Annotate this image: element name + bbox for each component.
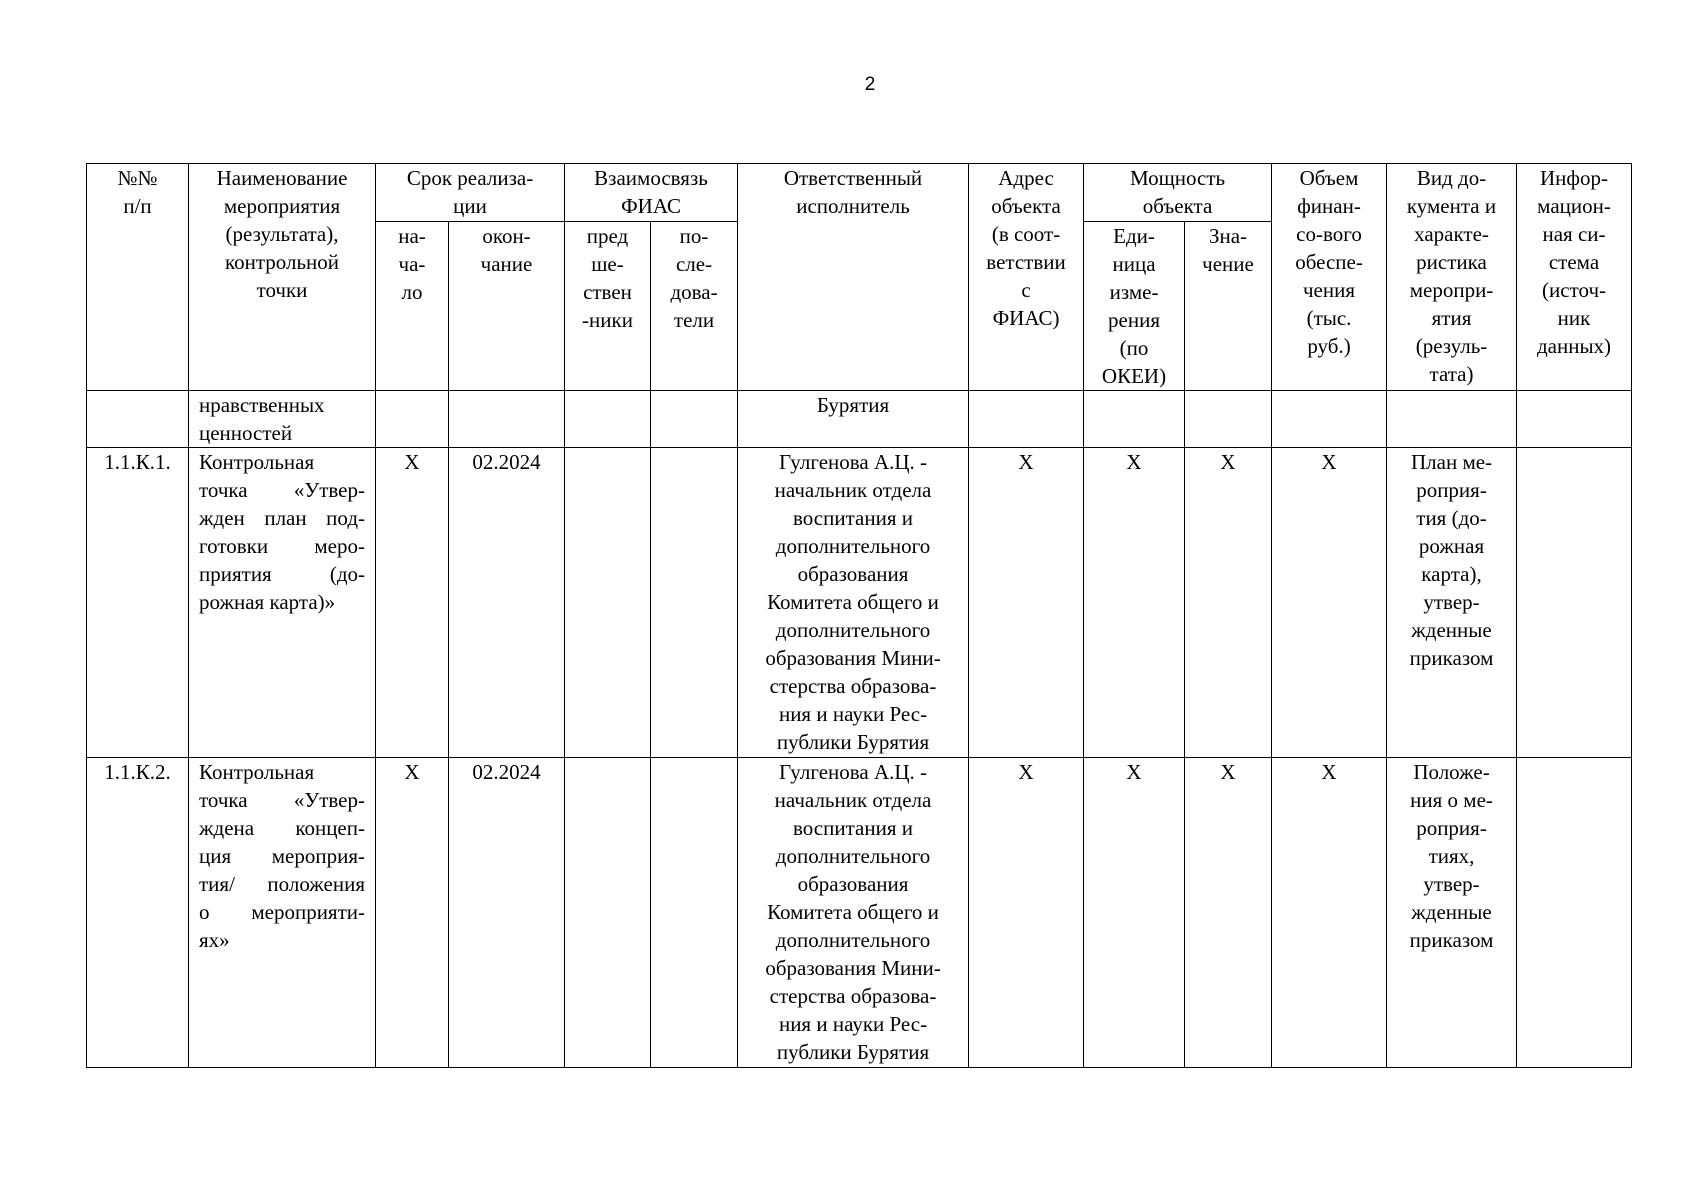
cell-address: Х — [969, 448, 1084, 758]
cell-pred — [565, 448, 651, 758]
text-line: жден план под- — [199, 506, 365, 530]
cell-doc — [1387, 448, 1517, 758]
text-line: ло — [401, 280, 423, 304]
text-line: приятия (до- — [199, 562, 365, 586]
header-term-end — [449, 222, 565, 391]
text-line: точка «Утвер- — [199, 788, 365, 812]
cell-end: 02.2024 — [449, 758, 565, 1068]
text-line: (по — [1119, 336, 1149, 360]
text-line: ях» — [199, 928, 230, 952]
text-line: Инфор- — [1540, 166, 1609, 190]
text-line: План ме- — [1410, 450, 1493, 474]
text-line: рения — [1108, 308, 1160, 332]
text-line: Гулгенова А.Ц. - — [778, 450, 928, 474]
text-line: рожная карта)» — [199, 590, 336, 614]
text-line: окон- — [482, 224, 531, 248]
text-line: дополнительного — [775, 844, 931, 868]
text-line: со-вого — [1296, 222, 1362, 246]
text-line: Положе- — [1413, 760, 1490, 784]
text-line: тиях, — [1428, 844, 1475, 868]
events-table — [86, 163, 1632, 1068]
text-line: характе- — [1414, 222, 1489, 246]
text-line: ния и науки Рес- — [778, 1012, 928, 1036]
header-name — [189, 164, 376, 391]
text-line: контрольной — [224, 250, 340, 274]
text-line: Мощность — [1129, 166, 1226, 190]
cell-unit: Х — [1084, 758, 1185, 1068]
cell-doc — [1387, 758, 1517, 1068]
cell-start: Х — [376, 758, 449, 1068]
cell-pred — [565, 391, 651, 448]
text-line: публики Бурятия — [776, 730, 930, 754]
cell-info — [1517, 758, 1632, 1068]
text-line: с — [1021, 278, 1031, 302]
cell-end: 02.2024 — [449, 448, 565, 758]
text-line: (результата), — [225, 222, 339, 246]
text-line: ча- — [398, 252, 426, 276]
text-line: дополнительного — [775, 618, 931, 642]
cell-name — [189, 448, 376, 758]
text-line: образования — [797, 872, 909, 896]
header-predecessors — [565, 222, 651, 391]
text-line: чение — [1202, 252, 1254, 276]
text-line: тели — [673, 308, 715, 332]
text-line: приказом — [1409, 928, 1494, 952]
cell-doc — [1387, 391, 1517, 448]
text-line: пред — [586, 224, 629, 248]
text-line: образования Мини- — [765, 956, 941, 980]
cell-end — [449, 391, 565, 448]
text-line: ния и науки Рес- — [778, 702, 928, 726]
header-successors — [651, 222, 738, 391]
text-line: ветствии — [986, 250, 1066, 274]
text-line: воспитания и — [793, 506, 913, 530]
text-line: публики Бурятия — [776, 1040, 930, 1064]
text-line: Еди- — [1113, 224, 1155, 248]
text-line: начальник отдела — [774, 788, 932, 812]
text-line: роприя- — [1416, 816, 1487, 840]
text-line: образования — [797, 562, 909, 586]
header-term-start — [376, 222, 449, 391]
cell-num: 1.1.К.2. — [87, 758, 189, 1068]
text-line: начальник отдела — [774, 478, 932, 502]
text-line: дополнительного — [775, 928, 931, 952]
cell-value — [1185, 391, 1272, 448]
page-number: 2 — [864, 74, 876, 95]
text-line: ценностей — [199, 421, 293, 445]
text-line: нравственных — [199, 393, 325, 417]
text-line: роприя- — [1416, 478, 1487, 502]
text-line: ния о ме- — [1410, 788, 1493, 812]
text-line: тата) — [1429, 362, 1474, 386]
text-line: ОКЕИ) — [1101, 364, 1167, 388]
text-line: Контрольная — [199, 450, 315, 474]
text-line: Комитета общего и — [767, 900, 939, 924]
text-line: №№ — [117, 166, 158, 190]
text-line: (резуль- — [1415, 334, 1488, 358]
text-line: по- — [679, 224, 709, 248]
text-line: ждена концеп- — [199, 816, 365, 840]
text-line: ристика — [1416, 250, 1487, 274]
cell-value: Х — [1185, 448, 1272, 758]
text-line: Объем — [1299, 166, 1359, 190]
cell-pred — [565, 758, 651, 1068]
text-line: (тыс. — [1306, 306, 1352, 330]
header-address — [969, 164, 1084, 391]
text-line: ции — [453, 194, 487, 218]
text-line: обеспе- — [1295, 250, 1363, 274]
cell-address: Х — [969, 758, 1084, 1068]
text-line: жденные — [1411, 900, 1492, 924]
text-line: кумента и — [1406, 194, 1497, 218]
text-line: Адрес — [998, 166, 1054, 190]
text-line: образования Мини- — [765, 646, 941, 670]
text-line: -ники — [582, 308, 633, 332]
text-line: утвер- — [1423, 590, 1480, 614]
text-line: чения — [1303, 278, 1356, 302]
header-value — [1185, 222, 1272, 391]
text-line: Взаимосвязь — [594, 166, 708, 190]
header-doc-type — [1387, 164, 1517, 391]
text-line: на- — [398, 224, 426, 248]
text-line: ФИАС — [621, 194, 681, 218]
text-line: Контрольная — [199, 760, 315, 784]
text-line: ятия — [1431, 306, 1472, 330]
text-line: точка «Утвер- — [199, 478, 365, 502]
header-term — [376, 164, 565, 222]
cell-funding: Х — [1272, 448, 1387, 758]
text-line: ше- — [591, 252, 624, 276]
text-line: Ответственный — [783, 166, 923, 190]
table-row — [87, 758, 1632, 1068]
header-unit — [1084, 222, 1185, 391]
text-line: (источ- — [1542, 278, 1606, 302]
cell-name — [189, 391, 376, 448]
text-line: воспитания и — [793, 816, 913, 840]
text-line: стерства образова- — [769, 674, 937, 698]
cell-unit — [1084, 391, 1185, 448]
cell-info — [1517, 448, 1632, 758]
text-line: данных) — [1536, 334, 1612, 358]
text-line: Вид до- — [1416, 166, 1487, 190]
text-line: ница — [1112, 252, 1156, 276]
cell-funding: Х — [1272, 758, 1387, 1068]
cell-name — [189, 758, 376, 1068]
text-line: тия (до- — [1416, 506, 1487, 530]
text-line: карта), — [1421, 562, 1482, 586]
text-line: Бурятия — [816, 393, 890, 417]
text-line: дова- — [670, 280, 718, 304]
table-row — [87, 448, 1632, 758]
cell-address — [969, 391, 1084, 448]
cell-num — [87, 391, 189, 448]
cell-unit: Х — [1084, 448, 1185, 758]
text-line: меропри- — [1409, 278, 1494, 302]
text-line: тия/ положения — [199, 872, 365, 896]
text-line: стема — [1548, 250, 1600, 274]
cell-value: Х — [1185, 758, 1272, 1068]
cell-responsible — [738, 391, 969, 448]
cell-info — [1517, 391, 1632, 448]
text-line: рожная — [1418, 534, 1485, 558]
text-line: ная си- — [1542, 222, 1606, 246]
text-line: финан- — [1297, 194, 1361, 218]
text-line: жденные — [1411, 618, 1492, 642]
text-line: объекта — [1142, 194, 1213, 218]
text-line: ция мероприя- — [199, 844, 365, 868]
text-line: руб.) — [1307, 334, 1351, 358]
cell-start — [376, 391, 449, 448]
text-line: о мероприяти- — [199, 900, 365, 924]
header-info-system — [1517, 164, 1632, 391]
cell-start: Х — [376, 448, 449, 758]
cell-funding — [1272, 391, 1387, 448]
text-line: п/п — [123, 194, 152, 218]
cell-succ — [651, 758, 738, 1068]
header-num — [87, 164, 189, 391]
text-line: приказом — [1409, 646, 1494, 670]
text-line: Гулгенова А.Ц. - — [778, 760, 928, 784]
text-line: изме- — [1109, 280, 1159, 304]
cell-num: 1.1.К.1. — [87, 448, 189, 758]
text-line: мероприятия — [223, 194, 341, 218]
header-capacity — [1084, 164, 1272, 222]
header-responsible — [738, 164, 969, 391]
text-line: точки — [256, 278, 308, 302]
text-line: Комитета общего и — [767, 590, 939, 614]
text-line: ник — [1557, 306, 1591, 330]
cell-responsible — [738, 758, 969, 1068]
text-line: исполнитель — [796, 194, 910, 218]
text-line: Зна- — [1208, 224, 1248, 248]
text-line: ФИАС) — [992, 306, 1060, 330]
text-line: дополнительного — [775, 534, 931, 558]
text-line: ствен — [583, 280, 632, 304]
text-line: стерства образова- — [769, 984, 937, 1008]
cell-succ — [651, 448, 738, 758]
cell-responsible — [738, 448, 969, 758]
cell-succ — [651, 391, 738, 448]
header-fias-link — [565, 164, 738, 222]
text-line: сле- — [675, 252, 713, 276]
text-line: готовки меро- — [199, 534, 365, 558]
text-line: мацион- — [1537, 194, 1611, 218]
text-line: утвер- — [1423, 872, 1480, 896]
text-line: (в соот- — [991, 222, 1061, 246]
text-line: объекта — [991, 194, 1061, 218]
table-row — [87, 391, 1632, 448]
text-line: Наименование — [216, 166, 348, 190]
text-line: чание — [480, 252, 533, 276]
header-funding — [1272, 164, 1387, 391]
text-line: Срок реализа- — [406, 166, 534, 190]
